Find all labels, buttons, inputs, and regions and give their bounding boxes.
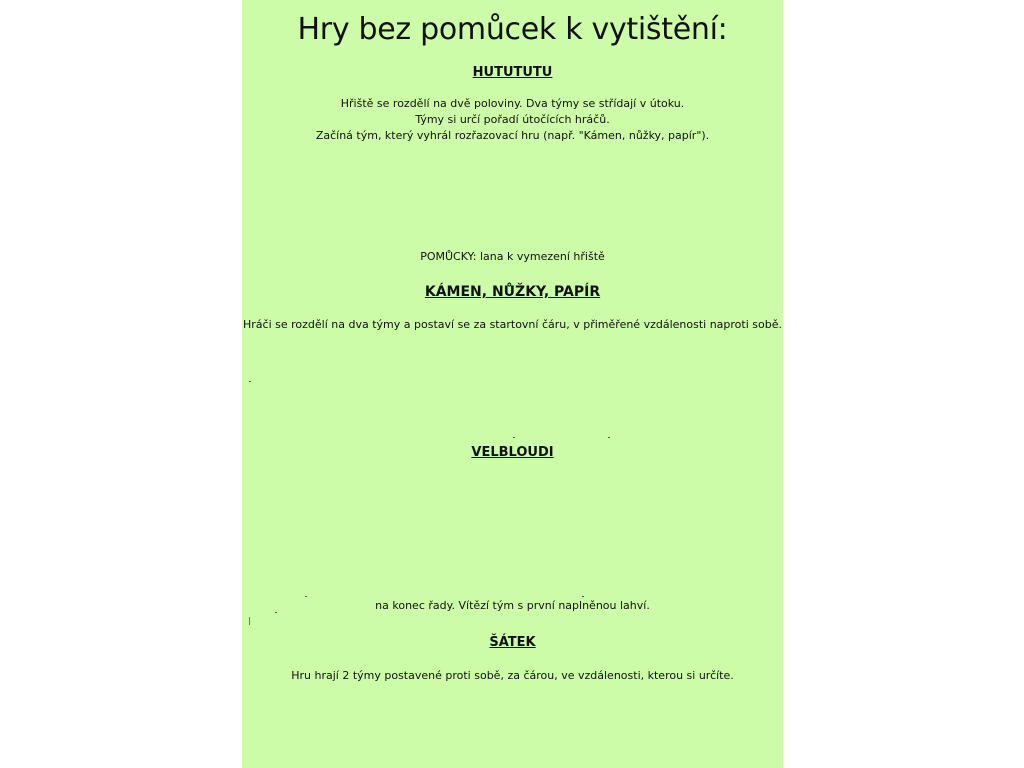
paragraph-line: Začíná tým, který vyhrál rozřazovací hru (např. "Kámen, nůžky, papír"). bbox=[315, 129, 710, 142]
page-title: Hry bez pomůcek k vytištění: bbox=[297, 12, 728, 47]
paragraph-line: Hřiště se rozdělí na dvě poloviny. Dva týmy se střídají v útoku. bbox=[340, 97, 685, 110]
heading-kamen-nuzky-papir: KÁMEN, NŮŽKY, PAPÍR bbox=[424, 284, 601, 300]
heading-satek: ŠÁTEK bbox=[489, 635, 536, 650]
paragraph-satek: Hru hrají 2 týmy postavené proti sobě, za čárou, ve vzdálenosti, kterou si určíte. bbox=[291, 669, 734, 682]
stray-mark bbox=[608, 437, 610, 438]
paragraph-velbloudi: na konec řady. Vítězí tým s první naplněnou lahví. bbox=[375, 599, 650, 612]
aids-line: POMŮCKY: lana k vymezení hřiště bbox=[420, 250, 605, 263]
stray-mark bbox=[582, 596, 584, 597]
heading-velbloudi: VELBLOUDI bbox=[471, 445, 554, 460]
heading-hututututu: HUTUTUTU bbox=[472, 65, 553, 80]
paragraph-line: Týmy si určí pořadí útočících hráčů. bbox=[415, 113, 610, 126]
paragraph-kamen-nuzky-papir: Hráči se rozdělí na dva týmy a postaví se za startovní čáru, v přiměřené vzdálenosti naproti sobě. bbox=[243, 318, 782, 331]
paragraph-hututututu bbox=[242, 96, 783, 144]
stray-mark bbox=[249, 381, 251, 382]
stray-mark bbox=[513, 437, 515, 438]
stray-mark bbox=[249, 617, 250, 625]
stray-mark bbox=[305, 596, 307, 597]
document-page bbox=[242, 0, 783, 768]
